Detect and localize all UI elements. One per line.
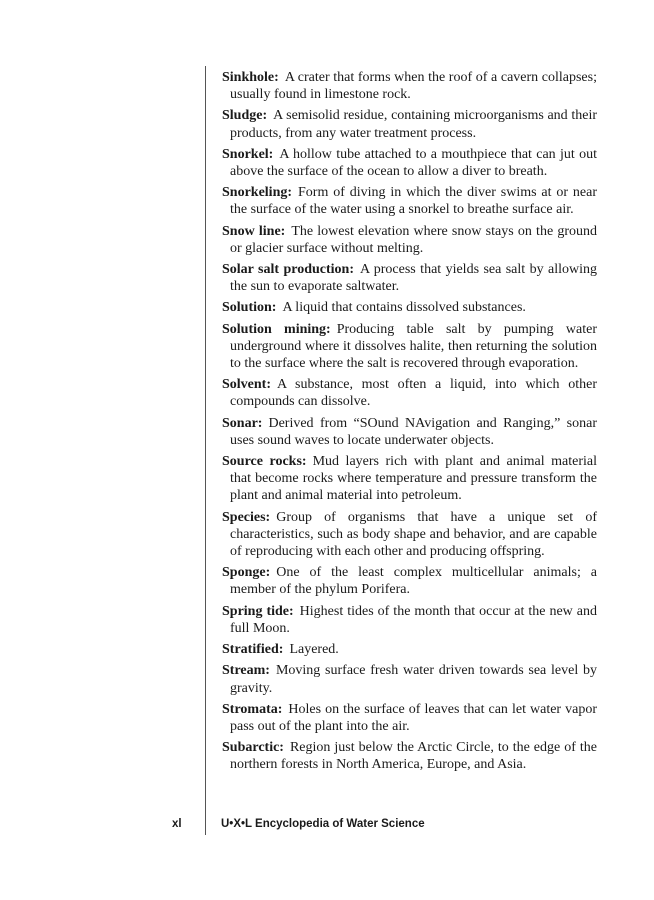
glossary-entry-sludge bbox=[222, 107, 597, 141]
glossary-entry-solar-salt-production bbox=[222, 261, 597, 295]
glossary-entry-species bbox=[222, 509, 597, 561]
glossary-definition: A process that yields sea salt by allowing the sun to evaporate saltwater. bbox=[230, 262, 598, 295]
glossary-definition: A liquid that contains dissolved substances. bbox=[282, 300, 526, 316]
glossary-definition: Group of organisms that have a unique set of characteristics, such as body shape and behavior, and are capable of reproducing with each other and producing offspring. bbox=[230, 509, 597, 560]
glossary-definition: Mud layers rich with plant and animal material that become rocks where temperature and pressure transform the plant and animal material into petroleum. bbox=[230, 454, 597, 504]
glossary-term: Stratified: bbox=[222, 642, 284, 658]
glossary-entry-sonar bbox=[222, 415, 597, 449]
glossary-term: Stromata: bbox=[222, 701, 283, 717]
glossary-definition: Highest tides of the month that occur at the new and full Moon. bbox=[230, 603, 597, 636]
book-title: U•X•L Encyclopedia of Water Science bbox=[221, 818, 425, 830]
glossary-entry-solvent bbox=[222, 376, 597, 410]
glossary-entry-snorkeling bbox=[222, 184, 597, 218]
glossary-entry-stream bbox=[222, 662, 597, 696]
glossary-term: Solution: bbox=[222, 300, 277, 316]
glossary-definition: Derived from “SOund NAvigation and Ranging,” sonar uses sound waves to locate underwater objects. bbox=[230, 415, 597, 448]
glossary-definition: Layered. bbox=[289, 642, 339, 658]
glossary-entry-stromata bbox=[222, 701, 597, 735]
glossary-term: Solution mining: bbox=[222, 321, 331, 337]
glossary-definition: A crater that forms when the roof of a cavern collapses; usually found in limestone rock. bbox=[230, 70, 597, 103]
glossary-term: Snorkel: bbox=[222, 146, 274, 162]
glossary-entry-subarctic bbox=[222, 739, 597, 773]
glossary-entry-sinkhole bbox=[222, 69, 597, 103]
glossary-definition: Holes on the surface of leaves that can let water vapor pass out of the plant into the air. bbox=[230, 701, 597, 734]
glossary-term: Snorkeling: bbox=[222, 185, 293, 201]
glossary-term: Sinkhole: bbox=[222, 70, 279, 85]
glossary-term: Solar salt production: bbox=[222, 262, 355, 278]
glossary-term: Snow line: bbox=[222, 223, 286, 239]
glossary-definition: A semisolid residue, containing microorganisms and their products, from any water treatment process. bbox=[230, 108, 597, 141]
glossary-definition: A hollow tube attached to a mouthpiece that can jut out above the surface of the ocean to allow a diver to breath. bbox=[230, 146, 597, 180]
glossary-entry-sponge bbox=[222, 564, 597, 598]
glossary-term: Sonar: bbox=[222, 415, 263, 431]
glossary-definition: The lowest elevation where snow stays on the ground or glacier surface without melting. bbox=[230, 223, 598, 256]
glossary-definition: One of the least complex multicellular animals; a member of the phylum Porifera. bbox=[230, 565, 597, 598]
glossary-entry-solution-mining bbox=[222, 321, 597, 373]
glossary-definition: Form of diving in which the diver swims at or near the surface of the water using a snorkel to breathe surface air. bbox=[230, 185, 597, 218]
glossary-definition: Producing table salt by pumping water underground where it dissolves halite, then returning the solution to the surface where the salt is recovered through evaporation. bbox=[230, 321, 597, 372]
glossary-definition: Moving surface fresh water driven towards sea level by gravity. bbox=[230, 663, 597, 696]
glossary-term: Stream: bbox=[222, 663, 270, 679]
glossary-definition: A substance, most often a liquid, into which other compounds can dissolve. bbox=[230, 377, 597, 410]
glossary-term: Source rocks: bbox=[222, 454, 307, 470]
glossary-term: Solvent: bbox=[222, 377, 271, 393]
glossary-term: Subarctic: bbox=[222, 740, 284, 756]
margin-rule bbox=[205, 66, 206, 835]
glossary-term: Species: bbox=[222, 509, 271, 525]
glossary-entry-source-rocks bbox=[222, 453, 597, 505]
glossary-entry-solution bbox=[222, 299, 597, 316]
glossary-entry-snorkel bbox=[222, 146, 597, 180]
glossary-entry-stratified bbox=[222, 641, 597, 658]
glossary-entry-spring-tide bbox=[222, 603, 597, 637]
glossary-term: Sludge: bbox=[222, 108, 268, 124]
glossary-term: Spring tide: bbox=[222, 603, 294, 619]
glossary-entry-snow-line bbox=[222, 223, 597, 257]
glossary-term: Sponge: bbox=[222, 565, 271, 581]
glossary-list bbox=[222, 69, 597, 778]
page-number: xl bbox=[172, 818, 182, 830]
glossary-definition: Region just below the Arctic Circle, to the edge of the northern forests in North America, Europe, and Asia. bbox=[230, 740, 597, 773]
